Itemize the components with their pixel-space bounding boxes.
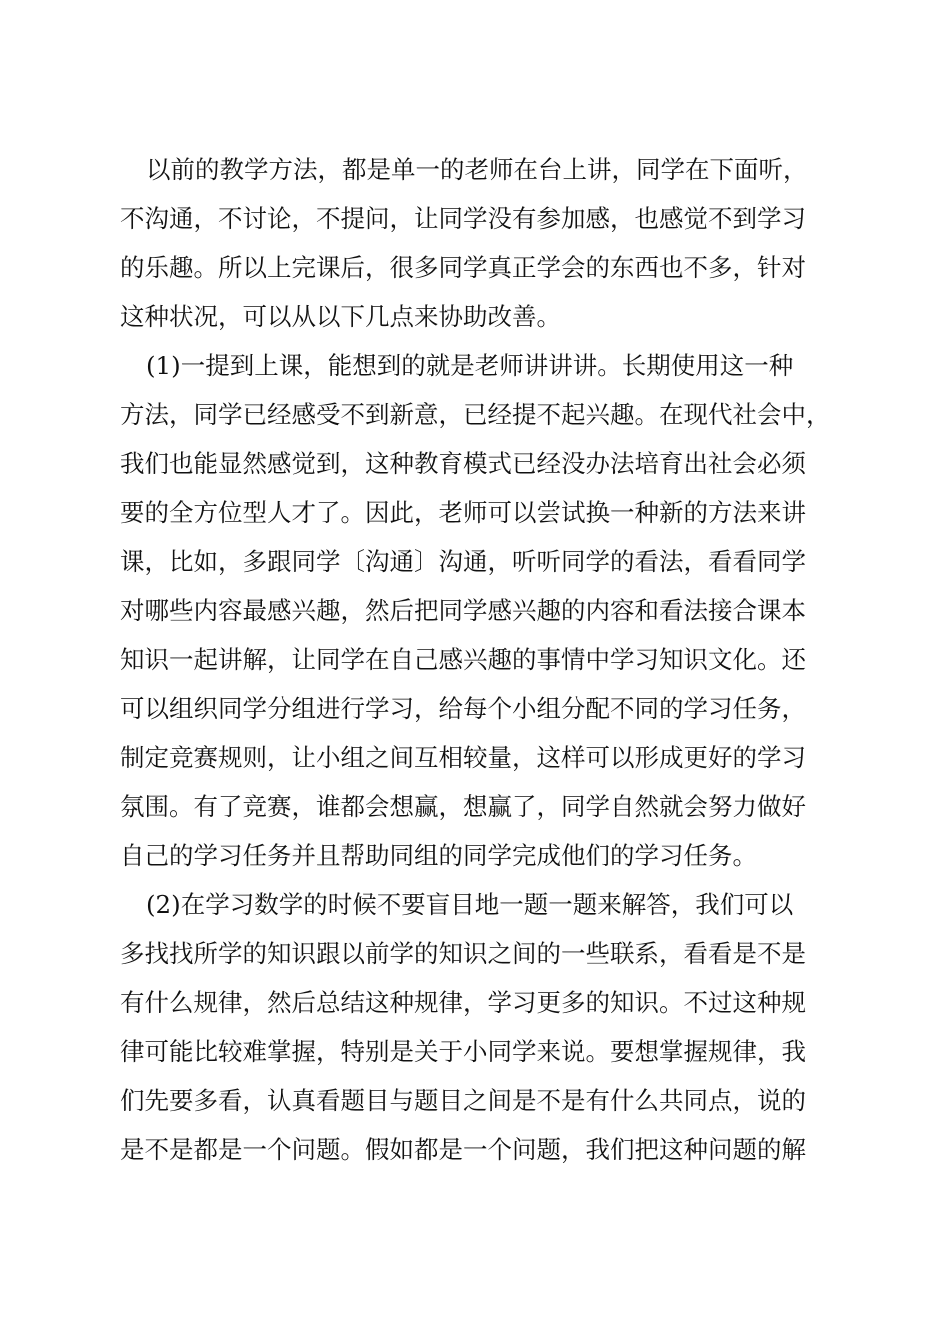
text-line: 律可能比较难掌握，特别是关于小同学来说。要想掌握规律，我 <box>120 1037 806 1066</box>
text-line: 们先要多看，认真看题目与题目之间是不是有什么共同点，说的 <box>120 1086 806 1115</box>
text-line: 我们也能显然感觉到，这种教育模式已经没办法培育出社会必须 <box>120 449 806 478</box>
text-line: 的乐趣。所以上完课后，很多同学真正学会的东西也不多，针对 <box>120 253 806 282</box>
text-line: 多找找所学的知识跟以前学的知识之间的一些联系，看看是不是 <box>120 939 806 968</box>
text-line: 要的全方位型人才了。因此，老师可以尝试换一种新的方法来讲 <box>120 498 806 527</box>
text-line: 方法，同学已经感受不到新意，已经提不起兴趣。在现代社会中， <box>120 400 831 429</box>
text-line: 氛围。有了竞赛，谁都会想赢，想赢了，同学自然就会努力做好 <box>120 792 806 821</box>
text-line: 对哪些内容最感兴趣，然后把同学感兴趣的内容和看法接合课本 <box>120 596 806 625</box>
text-line: 以前的教学方法，都是单一的老师在台上讲，同学在下面听， <box>146 155 808 184</box>
text-line: 课，比如，多跟同学〔沟通〕沟通，听听同学的看法，看看同学 <box>120 547 806 576</box>
text-line: 可以组织同学分组进行学习，给每个小组分配不同的学习任务， <box>120 694 806 723</box>
text-line: (2)在学习数学的时候不要盲目地一题一题来解答，我们可以 <box>146 890 794 919</box>
text-line: 有什么规律，然后总结这种规律，学习更多的知识。不过这种规 <box>120 988 806 1017</box>
text-line: 自己的学习任务并且帮助同组的同学完成他们的学习任务。 <box>120 841 757 870</box>
text-line: (1)一提到上课，能想到的就是老师讲讲讲。长期使用这一种 <box>146 351 794 380</box>
text-line: 知识一起讲解，让同学在自己感兴趣的事情中学习知识文化。还 <box>120 645 806 674</box>
text-line: 制定竞赛规则，让小组之间互相较量，这样可以形成更好的学习 <box>120 743 806 772</box>
text-line: 是不是都是一个问题。假如都是一个问题，我们把这种问题的解 <box>120 1135 806 1164</box>
text-line: 不沟通，不讨论，不提问，让同学没有参加感，也感觉不到学习 <box>120 204 806 233</box>
text-line: 这种状况，可以从以下几点来协助改善。 <box>120 302 561 331</box>
